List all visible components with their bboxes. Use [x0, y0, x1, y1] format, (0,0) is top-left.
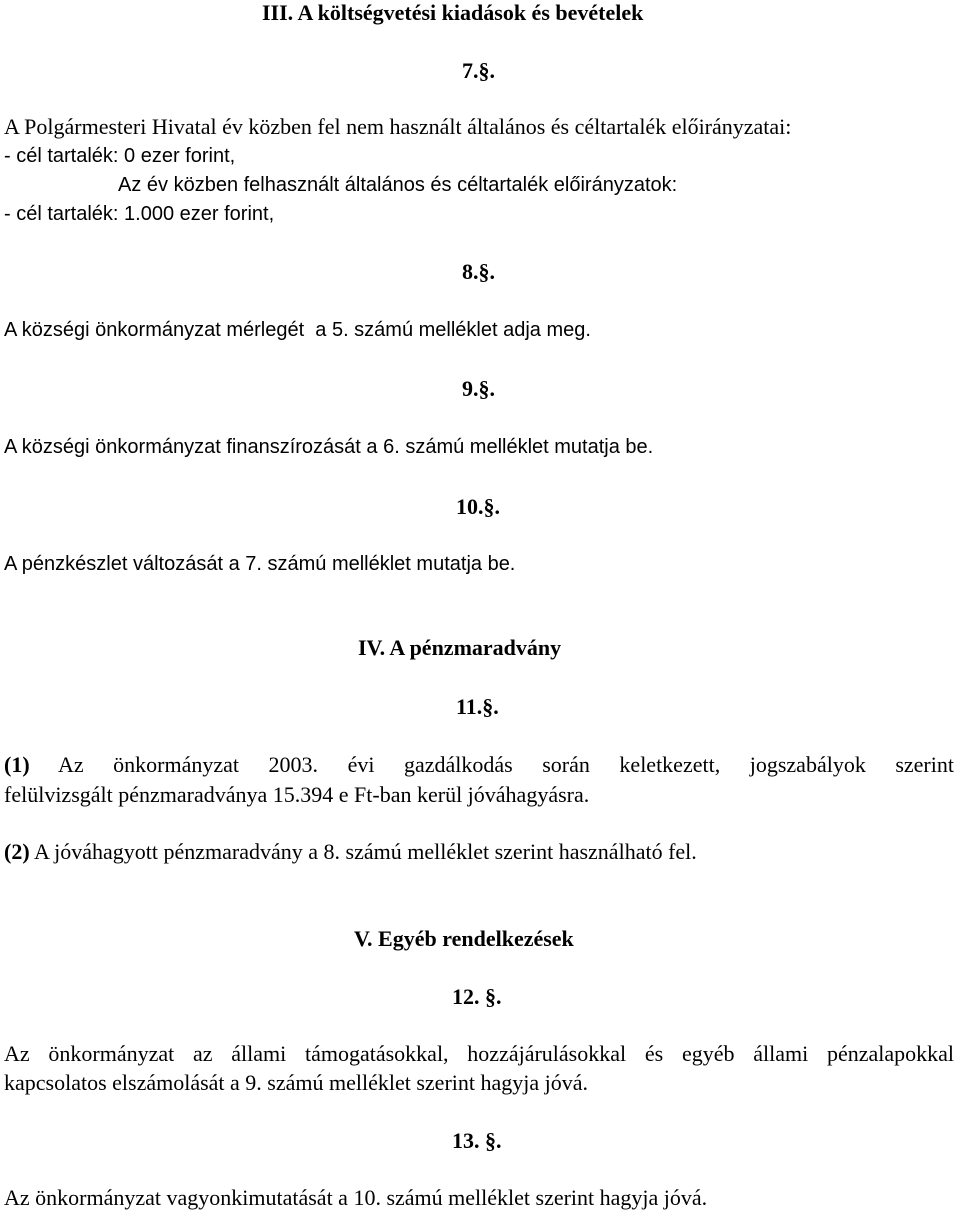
paragraph-number-9: 9.§. [462, 376, 495, 401]
paragraph-number-10: 10.§. [456, 494, 500, 519]
par12-line2: kapcsolatos elszámolását a 9. számú melléklet szerint hagyja jóvá. [4, 1070, 589, 1095]
paragraph-number-7: 7.§. [462, 58, 495, 83]
par7-line-4: - cél tartalék: 1.000 ezer forint, [4, 203, 275, 225]
par11-item1-line2: felülvizsgált pénzmaradványa 15.394 e Ft-ban kerül jóváhagyásra. [4, 782, 590, 807]
par12-line1: Az önkormányzat az állami támogatásokkal, hozzájárulásokkal és egyéb állami pénzalapokkal [4, 1041, 954, 1066]
paragraph-number-11: 11.§. [456, 694, 499, 719]
par12-line1-wrap [4, 1043, 954, 1065]
par11-item1-text: Az önkormányzat 2003. évi gazdálkodás során keletkezett, jogszabályok szerint [57, 752, 954, 777]
paragraph-number-12: 12. §. [452, 984, 502, 1009]
par13-text: Az önkormányzat vagyonkimutatását a 10. számú melléklet szerint hagyja jóvá. [4, 1185, 708, 1210]
section-heading-3: III. A költségvetési kiadások és bevételek [262, 0, 644, 25]
par11-item2 [4, 841, 697, 863]
par7-line-1: A Polgármesteri Hivatal év közben fel nem használt általános és céltartalék előirányzatai: [4, 114, 792, 139]
item-label-1: (1) [4, 752, 30, 777]
par11-item2-text: A jóváhagyott pénzmaradvány a 8. számú melléklet szerint használható fel. [33, 839, 697, 864]
par10-text: A pénzkészlet változását a 7. számú melléklet mutatja be. [4, 553, 516, 575]
paragraph-number-13: 13. §. [452, 1128, 502, 1153]
paragraph-number-8: 8.§. [462, 259, 495, 284]
section-heading-5: V. Egyéb rendelkezések [354, 926, 574, 951]
par7-line-3: Az év közben felhasznált általános és céltartalék előirányzatok: [118, 174, 678, 196]
section-heading-4: IV. A pénzmaradvány [358, 635, 562, 660]
item-label-2: (2) [4, 839, 30, 864]
par7-line-2: - cél tartalék: 0 ezer forint, [4, 145, 236, 167]
par8-text: A községi önkormányzat mérlegét a 5. számú melléklet adja meg. [4, 319, 591, 341]
par9-text: A községi önkormányzat finanszírozását a 6. számú melléklet mutatja be. [4, 436, 654, 458]
par11-item1-line1 [4, 754, 954, 776]
